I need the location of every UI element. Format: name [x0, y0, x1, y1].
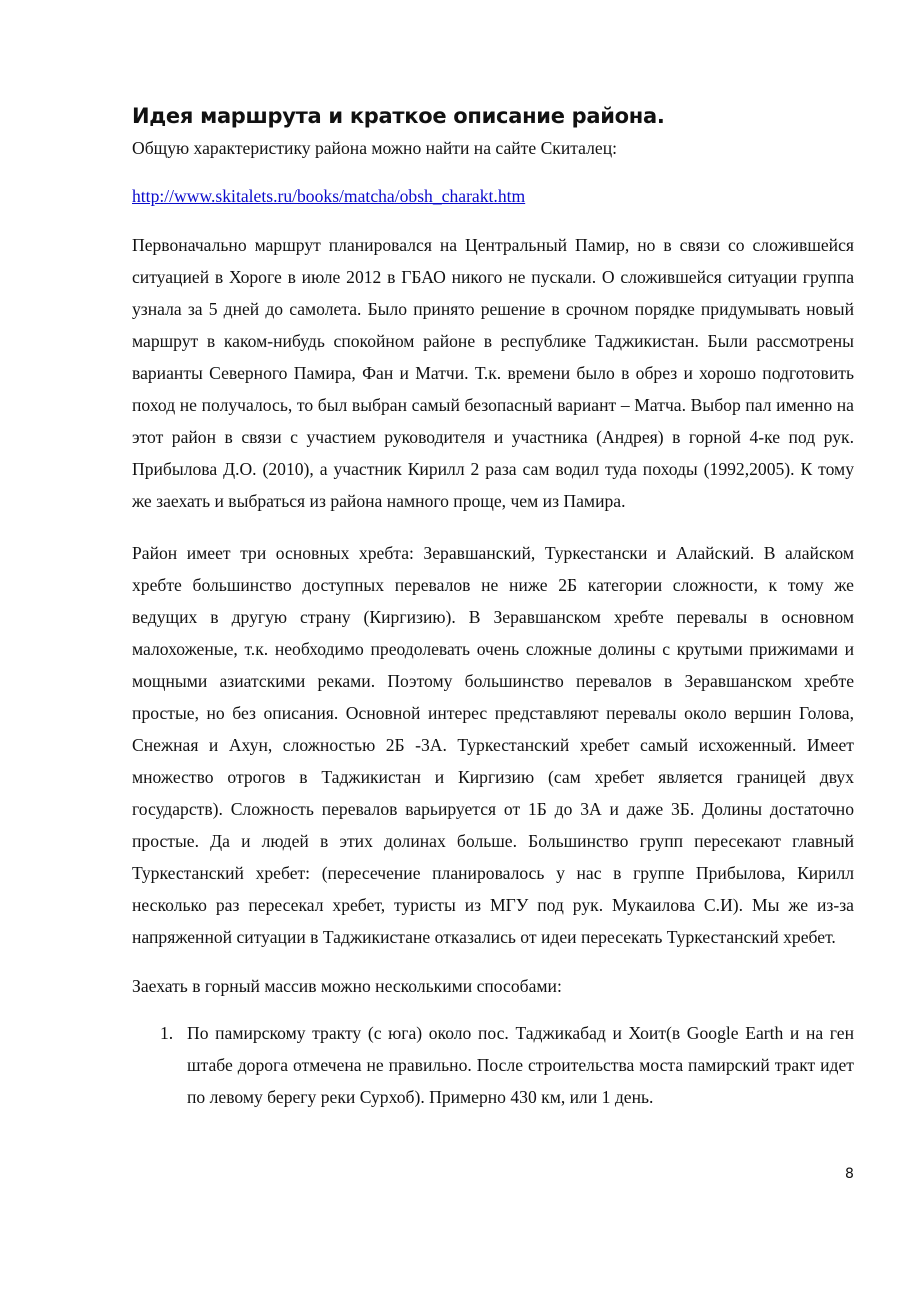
list-item-text: По памирскому тракту (с юга) около пос. Таджикабад и Хоит(в Google Earth и на ген штабе дорога отмечена не правильно. После строительства моста памирский тракт идет по левому берегу реки Сурхоб). Примерно 430 км, или 1 день.: [187, 1023, 854, 1107]
paragraph-ridges: Район имеет три основных хребта: Зеравшанский, Туркестански и Алайский. В алайском хребте большинство доступных перевалов не ниже 2Б категории сложности, к тому же ведущих в другую страну (Киргизию). В Зеравшанском хребте перевалы в основном малохоженые, т.к. необходимо преодолевать очень сложные долины с крутыми прижимами и мощными азиатскими реками. Поэтому большинство перевалов в Зеравшанском хребте простые, но без описания. Основной интерес представляют перевалы около вершин Голова, Снежная и Ахун, сложностью 2Б -3А. Туркестанский хребет самый исхоженный. Имеет множество отрогов в Таджикистан и Киргизию (сам хребет является границей двух государств). Сложность перевалов варьируется от 1Б до 3А и даже 3Б. Долины достаточно простые. Да и людей в этих долинах больше. Большинство групп пересекают главный Туркестанский хребет: (пересечение планировалось у нас в группе Прибылова, Кирилл несколько раз пересекал хребет, туристы из МГУ под рук. Мукаилова С.И). Мы же из-за напряженной ситуации в Таджикистане отказались от идеи пересекать Туркестанский хребет.: [132, 543, 854, 947]
list-item: [132, 1017, 854, 1113]
skitalets-link[interactable]: http://www.skitalets.ru/books/matcha/obsh_charakt.htm: [132, 186, 526, 206]
access-methods-list: [132, 1017, 854, 1113]
paragraph-route-idea: Первоначально маршрут планировался на Центральный Памир, но в связи со сложившейся ситуацией в Хороге в июле 2012 в ГБАО никого не пускали. О сложившейся ситуации группа узнала за 5 дней до самолета. Было принято решение в срочном порядке придумывать новый маршрут в каком-нибудь спокойном районе в республике Таджикистан. Были рассмотрены варианты Северного Памира, Фан и Матчи. Т.к. времени было в обрез и хорошо подготовить поход не получалось, то был выбран самый безопасный вариант – Матча. Выбор пал именно на этот район в связи с участием руководителя и участника (Андрея) в горной 4-ке под рук. Прибылова Д.О. (2010), а участник Кирилл 2 раза сам водил туда походы (1992,2005). К тому же заехать и выбраться из района намного проще, чем из Памира.: [132, 235, 854, 511]
document-page: [132, 100, 854, 1113]
intro-text: Общую характеристику района можно найти на сайте Скиталец:: [132, 138, 618, 158]
link-paragraph: [132, 183, 854, 209]
section-heading: Идея маршрута и краткое описание района.: [132, 104, 665, 128]
list-item-number: 1.: [160, 1023, 174, 1043]
list-intro-text: Заехать в горный массив можно несколькими способами:: [132, 976, 562, 996]
page-number: 8: [845, 1166, 854, 1182]
